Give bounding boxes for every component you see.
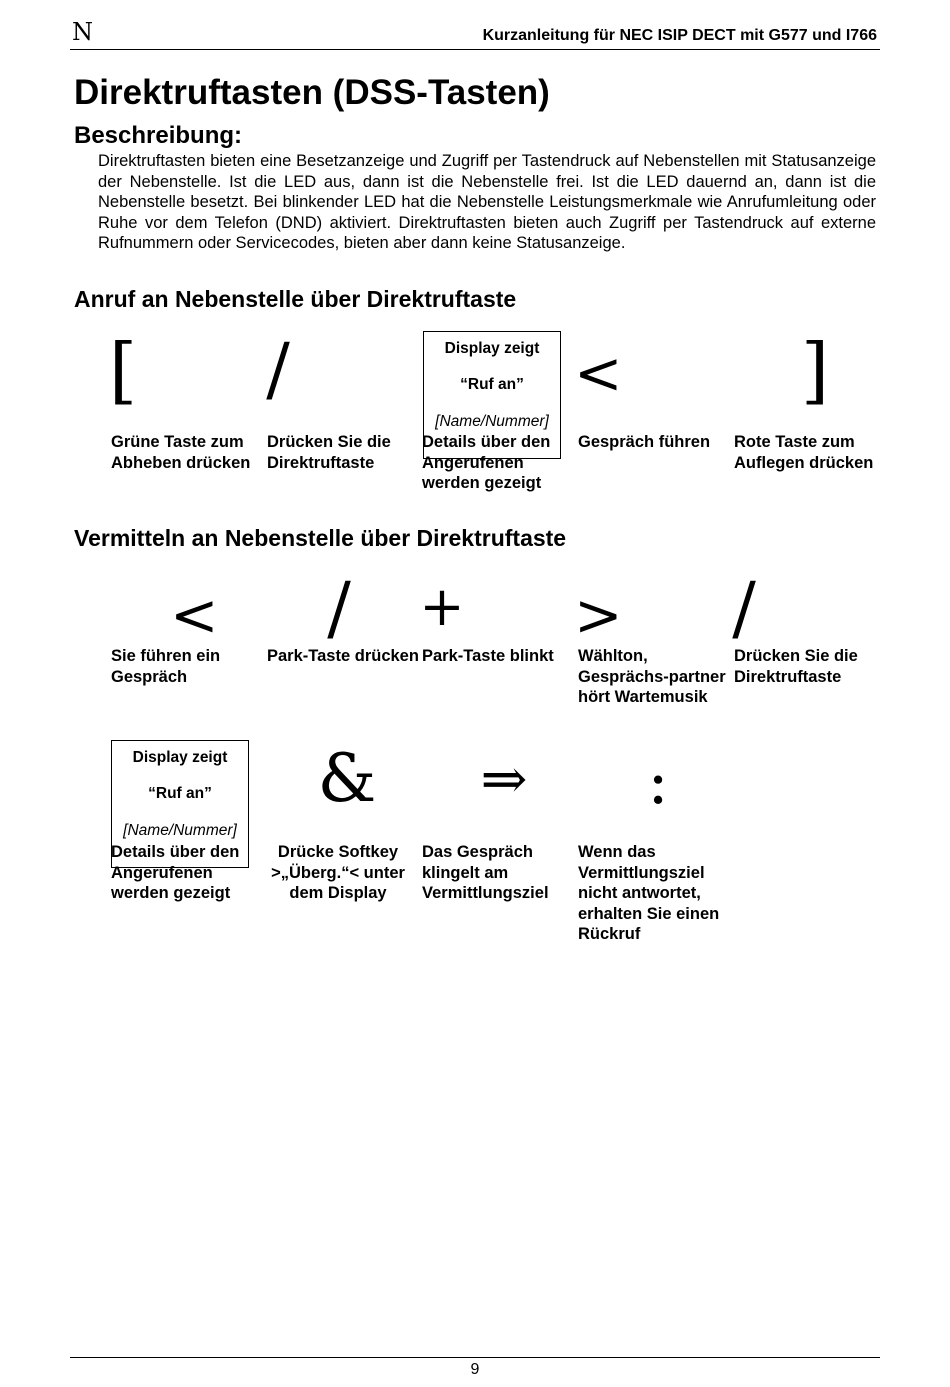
step-caption: Park-Taste drücken: [267, 647, 419, 665]
display-line-2: “Ruf an”: [460, 376, 524, 393]
section-transfer-heading: Vermitteln an Nebenstelle über Direktruftaste: [74, 525, 567, 551]
dss-key-icon: /: [732, 567, 756, 649]
description-heading: Beschreibung:: [74, 122, 243, 149]
display-line-1: Display zeigt: [444, 340, 540, 357]
display-line-1: Display zeigt: [132, 749, 228, 766]
step-caption: Das Gespräch klingelt am Vermittlungsziel: [422, 843, 549, 902]
header-logo: N: [72, 18, 93, 46]
step-caption: Drücken Sie die Direktruftaste: [734, 647, 858, 686]
step-caption: Gespräch führen: [578, 433, 711, 451]
section-call-heading: Anruf an Nebenstelle über Direktruftaste: [74, 286, 517, 312]
dial-tone-icon: >: [574, 581, 623, 649]
park-key-icon: /: [327, 567, 351, 649]
softkey-icon: &: [317, 740, 377, 817]
green-key-icon: [: [108, 328, 138, 412]
step-caption: Drücke Softkey >„Überg.“< unter dem Display: [271, 843, 405, 902]
step-caption: Rote Taste zum Auflegen drücken: [734, 433, 874, 472]
dss-key-icon: /: [266, 328, 290, 410]
header-divider: [70, 49, 880, 50]
step-caption: Wenn das Vermittlungsziel nicht antwortet, erhalten Sie einen Rückruf: [578, 843, 720, 943]
red-key-icon: ]: [800, 328, 830, 412]
step-caption: Wählton, Gesprächs-partner hört Wartemusik: [578, 647, 726, 706]
step-caption: Details über den Angerufenen werden gezeigt: [422, 433, 551, 492]
display-line-3: [Name/Nummer]: [435, 413, 549, 430]
footer-divider: [70, 1357, 880, 1358]
recall-icon: :: [647, 745, 669, 819]
step-caption: Park-Taste blinkt: [422, 647, 554, 665]
park-blink-icon: +: [419, 575, 465, 638]
header-title: Kurzanleitung für NEC ISIP DECT mit G577 und I766: [482, 27, 877, 44]
conversation-icon: <: [170, 581, 219, 649]
conversation-icon: <: [574, 339, 623, 407]
page-number: 9: [470, 1361, 480, 1378]
display-line-2: “Ruf an”: [148, 785, 212, 802]
description-body: Direktruftasten bieten eine Besetzanzeige und Zugriff per Tastendruck auf Nebenstellen mit Statusanzeige der Nebenstelle. Ist die LED aus, dann ist die Nebenstelle frei. Ist die LED dauernd an, dann ist die Nebenstelle besetzt. Bei blinkender LED hat die Nebenstelle Leistungsmerkmale wie Anrufumleitung oder Ruhe vor dem Telefon (DND) aktiviert. Direktruftasten bieten auch Zugriff per Tastendruck auf externe Rufnummern oder Servicecodes, bieten aber dann keine Statusanzeige.: [98, 152, 876, 252]
page-title: Direktruftasten (DSS-Tasten): [74, 73, 550, 112]
ringing-arrow-icon: ⇒: [480, 747, 528, 812]
display-line-3: [Name/Nummer]: [123, 822, 237, 839]
step-caption: Details über den Angerufenen werden gezeigt: [111, 843, 240, 902]
step-caption: Grüne Taste zum Abheben drücken: [111, 433, 251, 472]
step-caption: Sie führen ein Gespräch: [111, 647, 221, 686]
step-caption: Drücken Sie die Direktruftaste: [267, 433, 391, 472]
